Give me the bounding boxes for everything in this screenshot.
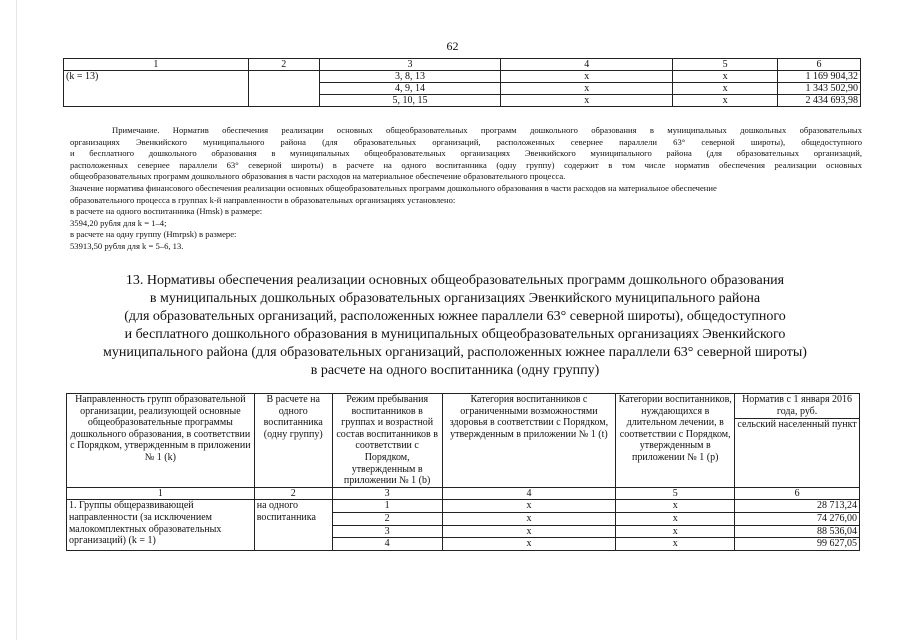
value-cell: 74 276,00 — [735, 512, 860, 525]
value-cell: 2 434 693,98 — [778, 95, 861, 107]
note-line: в расчете на одну группу (Hmrpsk) в размере: — [70, 229, 237, 240]
regime-cell: 3, 8, 13 — [319, 71, 501, 83]
top-table-header-cell: 5 — [673, 59, 778, 71]
value-cell: 1 169 904,32 — [778, 71, 861, 83]
group-label: 1. Группы общеразвивающей направленности (за исключением малокомплектных образовательных организаций) (k = 1) — [67, 500, 255, 550]
header-health-category: Категория воспитанников с ограниченными возможностями здоровья в соответствии с Порядком, утвержденным в приложении № 1 (t) — [442, 394, 616, 488]
category-cell: x — [673, 95, 778, 107]
note-line: Значение норматива финансового обеспечения реализации основных общеобразовательных программ дошкольного образования в части расходов на материальное обеспечение — [70, 182, 717, 193]
top-table-header-cell: 2 — [248, 59, 319, 71]
unit-cell: на одного воспитанника — [254, 500, 332, 550]
top-table-header-cell: 3 — [319, 59, 501, 71]
note-line: образовательного процесса в группах k-й направленности в образовательных организациях установлено: — [70, 194, 456, 205]
health-cell: x — [442, 512, 616, 525]
regime-cell: 4 — [332, 538, 442, 551]
note-line: общеобразовательных программ дошкольного образования в части расходов на материальное обеспечение образовательного процесса. — [70, 171, 566, 182]
column-number: 4 — [442, 487, 616, 500]
category-cell: x — [616, 512, 735, 525]
column-number: 6 — [735, 487, 860, 500]
health-cell: x — [501, 95, 673, 107]
value-cell: 1 343 502,90 — [778, 83, 861, 95]
note-line: организациях Эвенкийского муниципального района (для образовательных организаций, расположенных севернее параллели 63° северной широты), общедоступного — [70, 136, 862, 147]
section-title — [90, 272, 820, 380]
page-edge — [16, 0, 17, 640]
header-rural: сельский населенный пункт — [735, 418, 860, 487]
regime-cell: 3 — [332, 525, 442, 538]
empty-cell — [248, 71, 319, 107]
page-number: 62 — [446, 39, 459, 53]
table-row — [67, 500, 860, 513]
section-title-line: муниципального района (для образовательных организаций, расположенных южнее параллели 63° северной широты) — [103, 345, 807, 360]
note-line: в расчете на одного воспитанника (Hmsk) в размере: — [70, 206, 263, 217]
group-label: (k = 13) — [64, 71, 249, 107]
regime-cell: 1 — [332, 500, 442, 513]
table-row — [64, 71, 861, 83]
top-table-header-cell: 6 — [778, 59, 861, 71]
header-per-unit: В расчете на одного воспитанника (одну группу) — [254, 394, 332, 488]
category-cell: x — [616, 538, 735, 551]
regime-cell: 4, 9, 14 — [319, 83, 501, 95]
header-treatment-category: Категории воспитанников, нуждающихся в длительном лечении, в соответствии с Порядком, утвержденным в приложении № 1 (p) — [616, 394, 735, 488]
value-cell: 99 627,05 — [735, 538, 860, 551]
header-norm: Норматив с 1 января 2016 года, руб. — [735, 394, 860, 419]
note-line: 3594,20 рубля для k = 1–4; — [70, 217, 167, 228]
health-cell: x — [501, 83, 673, 95]
column-number: 5 — [616, 487, 735, 500]
column-number: 2 — [254, 487, 332, 500]
column-number: 3 — [332, 487, 442, 500]
top-table-header-cell: 1 — [64, 59, 249, 71]
section-title-line: (для образовательных организаций, расположенных южнее параллели 63° северной широты), общедоступного — [124, 309, 786, 324]
section-title-line: 13. Нормативы обеспечения реализации основных общеобразовательных программ дошкольного образования — [125, 273, 785, 288]
top-table-header-row — [64, 59, 861, 71]
column-number: 1 — [67, 487, 255, 500]
health-cell: x — [442, 500, 616, 513]
note-block — [70, 125, 862, 253]
category-cell: x — [616, 525, 735, 538]
note-line: и бесплатного дошкольного образования в муниципальных общеобразовательных организациях Эвенкийского муниципального района (для образовательных организаций, — [70, 148, 862, 159]
value-cell: 28 713,24 — [735, 500, 860, 513]
value-cell: 88 536,04 — [735, 525, 860, 538]
header-direction: Направленность групп образовательной организации, реализующей основные общеобразовательные программы дошкольного образования, в соответствии с Порядком, утвержденным в приложении № 1 (k) — [67, 394, 255, 488]
health-cell: x — [501, 71, 673, 83]
health-cell: x — [442, 538, 616, 551]
regime-cell: 5, 10, 15 — [319, 95, 501, 107]
top-table — [63, 58, 861, 107]
health-cell: x — [442, 525, 616, 538]
regime-cell: 2 — [332, 512, 442, 525]
category-cell: x — [673, 83, 778, 95]
norms-table — [66, 393, 860, 551]
norms-number-row — [67, 487, 860, 500]
section-title-line: в расчете на одного воспитанника (одну группу) — [310, 363, 600, 378]
section-title-line: в муниципальных дошкольных образовательных организациях Эвенкийского муниципального района — [149, 291, 761, 306]
section-title-line: и бесплатного дошкольного образования в муниципальных общеобразовательных организациях Эвенкийского — [124, 327, 786, 342]
note-line: 53913,50 рубля для k = 5–6, 13. — [70, 240, 184, 251]
note-line: Примечание. Норматив обеспечения реализации основных общеобразовательных программ дошкольного образования в муниципальных дошкольных образовательных — [112, 125, 862, 135]
category-cell: x — [616, 500, 735, 513]
note-line: расположенных севернее параллели 63° северной широты) в расчете на одного воспитанника (одну группу) содержит в том числе норматив обеспечения реализации основных — [70, 159, 862, 170]
category-cell: x — [673, 71, 778, 83]
norms-header-row — [67, 394, 860, 419]
header-regime: Режим пребывания воспитанников в группах и возрастной состав воспитанников в соответствии с Порядком, утвержденным в приложении № 1 (b) — [332, 394, 442, 488]
top-table-header-cell: 4 — [501, 59, 673, 71]
